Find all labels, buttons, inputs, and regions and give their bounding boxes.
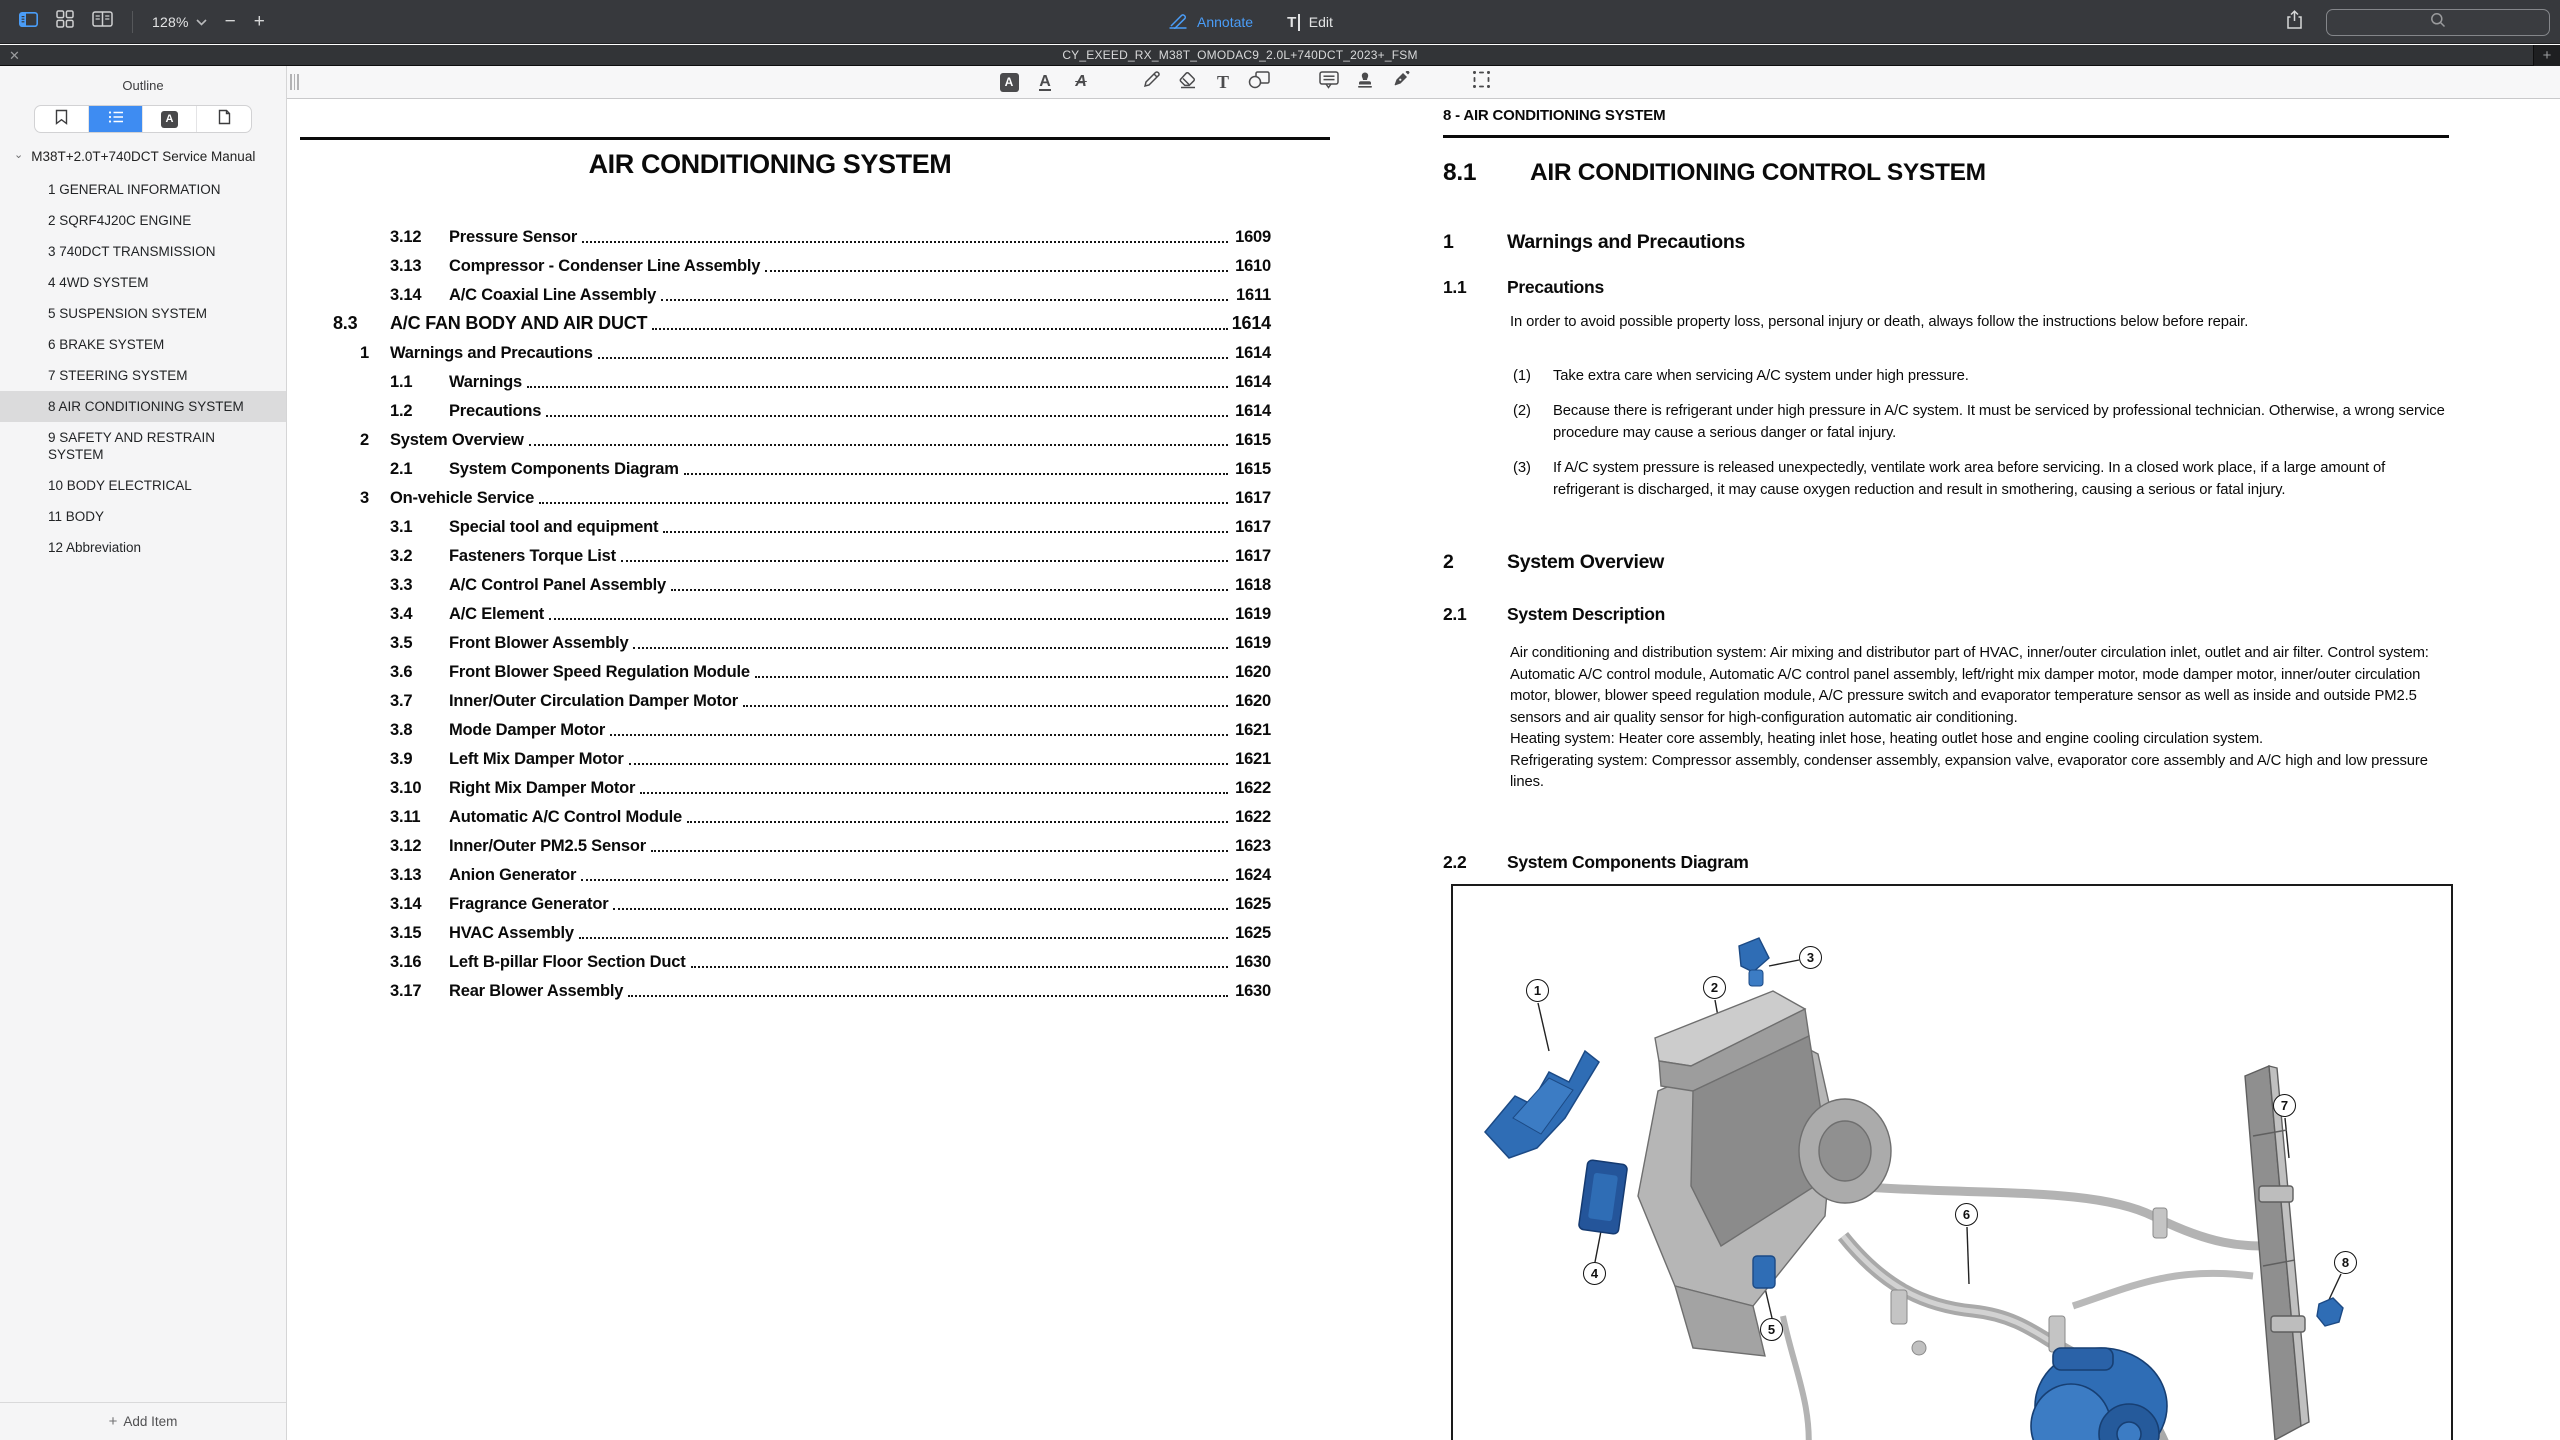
diagram-callout: [1526, 979, 1549, 1002]
toc-entry-label: A/C Control Panel Assembly: [449, 576, 666, 594]
section-2-heading: [1443, 551, 1664, 574]
callout-number: 6: [1962, 1207, 1971, 1222]
toc-entry-number: 1: [360, 344, 369, 362]
outline-item-label: 8 AIR CONDITIONING SYSTEM: [48, 399, 244, 414]
toc-entry-page: 1620: [1235, 663, 1271, 681]
section-2-1-heading: [1443, 604, 1665, 625]
toc-entry-number: 3.12: [390, 228, 422, 246]
running-header: 8 - AIR CONDITIONING SYSTEM: [1443, 107, 1666, 124]
edit-label: Edit: [1308, 14, 1333, 30]
toc-entry-number: 2: [360, 431, 369, 449]
toc-entry-label: Warnings and Precautions: [390, 344, 593, 362]
section-title: System Overview: [1507, 551, 1665, 573]
shapes-tool-button[interactable]: [1246, 70, 1272, 94]
toc-entry-label: A/C FAN BODY AND AIR DUCT: [390, 313, 648, 333]
toc-dot-leader: [582, 241, 1228, 243]
toc-entry-label: Left B-pillar Floor Section Duct: [449, 953, 686, 971]
toc-entry-page: 1614: [1235, 373, 1271, 391]
toc-entry-label: Fragrance Generator: [449, 895, 609, 913]
section-1-1-heading: [1443, 277, 1604, 298]
toc-entry-number: 3.17: [390, 982, 422, 1000]
toc-entry-label: Pressure Sensor: [449, 228, 578, 246]
toc-entry[interactable]: [333, 972, 1271, 1001]
outline-item-label: 1 GENERAL INFORMATION: [48, 182, 221, 197]
note-tool-button[interactable]: [1316, 70, 1342, 94]
description-paragraph: Refrigerating system: Compressor assembly, condenser assembly, expansion valve, evaporator core assembly and A/C high and low pressure lines.: [1510, 752, 2428, 790]
stamp-tool-button[interactable]: [1352, 70, 1378, 94]
section-title: System Description: [1507, 604, 1665, 624]
marquee-selection-icon: [1472, 70, 1491, 94]
outline-item-label: 9 SAFETY AND RESTRAIN SYSTEM: [48, 430, 216, 462]
toc-entry-label: Rear Blower Assembly: [449, 982, 624, 1000]
toc-entry-label: Special tool and equipment: [449, 518, 659, 536]
toc-entry-label: HVAC Assembly: [449, 924, 574, 942]
section-title: AIR CONDITIONING CONTROL SYSTEM: [1530, 159, 1986, 186]
toc-dot-leader: [755, 676, 1228, 678]
outline-item-label: 12 Abbreviation: [48, 540, 142, 555]
toc-entry-label: Front Blower Assembly: [449, 634, 629, 652]
toc-entry[interactable]: [333, 508, 1271, 537]
toc-entry-page: 1615: [1235, 460, 1271, 478]
toc-entry-page: 1617: [1235, 518, 1271, 536]
main-toolbar: [0, 0, 2560, 44]
book-spread-icon: [92, 11, 113, 32]
toc-entry-number: 3.8: [390, 721, 413, 739]
toolbar-divider: [132, 11, 133, 33]
precaution-text: Take extra care when servicing A/C system under high pressure.: [1553, 368, 1969, 384]
toc-entry-label: Right Mix Damper Motor: [449, 779, 636, 797]
sidebar-title: Outline: [122, 78, 164, 93]
toc-entry-label: Fasteners Torque List: [449, 547, 616, 565]
search-input[interactable]: [2326, 9, 2550, 36]
precaution-text: If A/C system pressure is released unexpectedly, ventilate work area before servicing. In a closed work place, if a large amount of refrigerant is discharged, it may cause oxygen reduction and result in smothering, causing a serious or fatal injury.: [1553, 460, 2386, 498]
outline-item-label: 11 BODY: [48, 509, 105, 524]
precaution-text: Because there is refrigerant under high pressure in A/C system. It must be serviced by professional technician. Otherwise, a wrong service procedure may cause a serious danger or fatal injury.: [1553, 403, 2445, 441]
chevron-down-icon: [196, 13, 207, 31]
precaution-item: [1513, 457, 2560, 501]
toc-dot-leader: [581, 879, 1228, 881]
strikethrough-a-icon: A: [1075, 73, 1087, 90]
diagram-callout: [1799, 946, 1822, 969]
callout-number: 7: [2280, 1098, 2289, 1113]
toc-list: [333, 218, 1271, 1001]
outline-item-label: 2 SQRF4J20C ENGINE: [48, 213, 192, 228]
toc-entry-page: 1625: [1235, 895, 1271, 913]
callout-number: 8: [2341, 1255, 2350, 1270]
sidebar-view-switcher: [34, 105, 252, 133]
highlight-style-button[interactable]: [996, 70, 1022, 94]
toc-entry-number: 3: [360, 489, 369, 507]
toc-entry-page: 1615: [1235, 431, 1271, 449]
thumbnail-grid-view-button[interactable]: [47, 7, 83, 37]
sidebar-resize-handle[interactable]: [290, 74, 299, 90]
toc-entry[interactable]: [333, 595, 1271, 624]
toc-entry[interactable]: [333, 943, 1271, 972]
toc-entry-label: Compressor - Condenser Line Assembly: [449, 257, 761, 275]
toc-entry-label: Precautions: [449, 402, 542, 420]
toc-entry-number: 3.7: [390, 692, 413, 710]
toc-entry[interactable]: [333, 914, 1271, 943]
toc-entry[interactable]: [333, 798, 1271, 827]
toc-entry-page: 1630: [1235, 982, 1271, 1000]
diagram-callout: [1583, 1262, 1606, 1285]
diagram-callout: [1760, 1318, 1783, 1341]
toc-entry[interactable]: [333, 682, 1271, 711]
annotation-a-icon: A: [161, 111, 178, 128]
outline-item[interactable]: [0, 174, 286, 205]
section-number: 2: [1443, 551, 1454, 573]
toc-entry-label: Automatic A/C Control Module: [449, 808, 683, 826]
toc-entry-number: 3.9: [390, 750, 413, 768]
pencil-icon: [1142, 70, 1161, 94]
toc-dot-leader: [529, 444, 1228, 446]
toc-entry-page: 1614: [1235, 344, 1271, 362]
toc-entry-label: Left Mix Damper Motor: [449, 750, 624, 768]
toc-entry-number: 8.3: [333, 313, 358, 333]
outline-list-icon: [108, 110, 124, 129]
outline-item-label: 4 4WD SYSTEM: [48, 275, 149, 290]
comment-bubble-icon: [1319, 71, 1339, 94]
toc-dot-leader: [691, 966, 1228, 968]
toc-entry[interactable]: [333, 392, 1271, 421]
annotate-mode-button[interactable]: [1168, 13, 1253, 32]
precaution-item: [1513, 400, 2560, 444]
shapes-icon: [1248, 71, 1270, 94]
diagram-callout: [1955, 1203, 1978, 1226]
toc-entry-label: Warnings: [449, 373, 522, 391]
add-item-button[interactable]: [0, 1402, 286, 1440]
outline-list: [0, 174, 286, 563]
toc-entry[interactable]: [333, 537, 1271, 566]
toc-entry-label: A/C Element: [449, 605, 544, 623]
outline-sidebar: [0, 66, 287, 1440]
toc-entry-page: 1630: [1235, 953, 1271, 971]
toc-entry-page: 1625: [1235, 924, 1271, 942]
outline-item[interactable]: [0, 298, 286, 329]
toc-entry-number: 1.2: [390, 402, 413, 420]
toc-entry[interactable]: [333, 450, 1271, 479]
toc-entry-page: 1619: [1235, 605, 1271, 623]
section-2-2-heading: [1443, 852, 1748, 873]
section-number: 2.2: [1443, 852, 1467, 872]
section-8-1-heading: [1443, 159, 1986, 187]
toc-dot-leader: [663, 531, 1228, 533]
toc-entry[interactable]: [333, 711, 1271, 740]
toc-entry-number: 3.13: [390, 257, 422, 275]
strikethrough-button[interactable]: [1068, 70, 1094, 94]
toc-dot-leader: [633, 647, 1228, 649]
document-view[interactable]: [287, 99, 2560, 1440]
diagram-callout: [2334, 1251, 2357, 1274]
toc-dot-leader: [640, 792, 1228, 794]
system-components-diagram: [1451, 884, 2453, 1440]
share-icon: [2286, 10, 2303, 35]
bookmark-icon: [55, 109, 68, 130]
toc-dot-leader: [671, 589, 1228, 591]
stamp-icon: [1356, 71, 1374, 94]
signature-tool-button[interactable]: [1388, 70, 1414, 94]
toc-entry-page: 1610: [1235, 257, 1271, 275]
description-paragraph: Heating system: Heater core assembly, heating inlet hose, heating outlet hose and engine cooling circulation system.: [1510, 731, 2264, 747]
section-title: System Components Diagram: [1507, 852, 1749, 872]
toc-entry-page: 1618: [1235, 576, 1271, 594]
toc-entry-label: Anion Generator: [449, 866, 577, 884]
highlight-a-icon: A: [1000, 73, 1019, 92]
toc-dot-leader: [613, 908, 1228, 910]
toc-entry-number: 3.14: [390, 286, 422, 304]
toc-entry[interactable]: [333, 479, 1271, 508]
toc-header-rule: [300, 137, 1330, 140]
add-item-label: Add Item: [123, 1414, 178, 1429]
section-title: Precautions: [1507, 277, 1604, 297]
toc-dot-leader: [621, 560, 1228, 562]
hvac-exploded-illustration: [1453, 886, 2451, 1440]
section-title: Warnings and Precautions: [1507, 231, 1746, 253]
tab-pages[interactable]: [197, 106, 251, 132]
section-1-heading: [1443, 231, 1745, 254]
toc-entry-label: Inner/Outer Circulation Damper Motor: [449, 692, 738, 710]
text-tool-button[interactable]: [1210, 70, 1236, 94]
outline-item[interactable]: [0, 236, 286, 267]
toc-entry-number: 3.2: [390, 547, 413, 565]
toc-dot-leader: [546, 415, 1228, 417]
outline-item[interactable]: [0, 501, 286, 532]
fountain-pen-icon: [1391, 71, 1411, 94]
toc-entry-number: 3.16: [390, 953, 422, 971]
underline-button[interactable]: [1032, 70, 1058, 94]
toc-entry[interactable]: [333, 827, 1271, 856]
outline-item[interactable]: [0, 470, 286, 501]
precautions-intro: In order to avoid possible property loss, personal injury or death, always follow the instructions below before repair.: [1510, 314, 2249, 330]
toc-entry-page: 1624: [1235, 866, 1271, 884]
toc-entry-number: 1.1: [390, 373, 413, 391]
annotate-pen-icon: [1168, 13, 1188, 32]
toc-dot-leader: [610, 734, 1228, 736]
toc-dot-leader: [628, 995, 1228, 997]
toc-entry-number: 3.14: [390, 895, 422, 913]
callout-number: 1: [1533, 983, 1542, 998]
outline-item[interactable]: [0, 267, 286, 298]
outline-item-label: 7 STEERING SYSTEM: [48, 368, 188, 383]
share-button[interactable]: [2277, 7, 2312, 37]
outline-item-label: 5 SUSPENSION SYSTEM: [48, 306, 208, 321]
toc-entry[interactable]: [333, 363, 1271, 392]
toc-entry-page: 1614: [1231, 313, 1271, 333]
minus-icon: −: [224, 11, 236, 32]
toc-entry-page: 1614: [1235, 402, 1271, 420]
section-number: 8.1: [1443, 159, 1477, 186]
toc-entry[interactable]: [333, 740, 1271, 769]
toc-entry[interactable]: [333, 305, 1271, 334]
search-text-field[interactable]: [2327, 10, 2549, 35]
section-number: 1.1: [1443, 277, 1467, 297]
toc-dot-leader: [629, 763, 1228, 765]
toc-entry[interactable]: [333, 885, 1271, 914]
toc-entry[interactable]: [333, 856, 1271, 885]
outline-item[interactable]: [0, 532, 286, 563]
toc-entry-page: 1620: [1235, 692, 1271, 710]
toc-dot-leader: [684, 473, 1228, 475]
callout-number: 5: [1767, 1322, 1776, 1337]
toc-dot-leader: [652, 328, 1228, 330]
callout-number: 2: [1710, 980, 1719, 995]
toc-entry[interactable]: [333, 247, 1271, 276]
precaution-marker: (2): [1513, 403, 1531, 419]
toc-entry-number: 3.11: [390, 808, 421, 826]
precaution-item: [1513, 365, 2560, 387]
toc-dot-leader: [651, 850, 1228, 852]
toc-entry-page: 1623: [1235, 837, 1271, 855]
edit-text-icon: T: [1287, 14, 1300, 31]
callout-number: 3: [1806, 950, 1815, 965]
plus-icon: +: [108, 1413, 118, 1430]
outline-item[interactable]: [0, 205, 286, 236]
zoom-in-button[interactable]: [245, 7, 274, 37]
section-number: 2.1: [1443, 604, 1467, 624]
toc-dot-leader: [687, 821, 1228, 823]
toc-entry-number: 3.5: [390, 634, 413, 652]
toc-dot-leader: [743, 705, 1228, 707]
outline-item-label: 10 BODY ELECTRICAL: [48, 478, 192, 493]
toc-entry[interactable]: [333, 334, 1271, 363]
toc-entry-label: Front Blower Speed Regulation Module: [449, 663, 750, 681]
toc-dot-leader: [765, 270, 1228, 272]
toc-entry-page: 1622: [1235, 779, 1271, 797]
toc-entry-label: On-vehicle Service: [390, 489, 535, 507]
outline-item-label: 3 740DCT TRANSMISSION: [48, 244, 216, 259]
toc-entry[interactable]: [333, 653, 1271, 682]
toc-dot-leader: [549, 618, 1228, 620]
sidebar-panel-icon: [19, 12, 38, 32]
eraser-tool-button[interactable]: [1174, 70, 1200, 94]
toc-entry[interactable]: [333, 421, 1271, 450]
toc-entry-number: 3.1: [390, 518, 413, 536]
toc-dot-leader: [527, 386, 1228, 388]
outline-root-label: M38T+2.0T+740DCT Service Manual: [31, 149, 256, 164]
toc-entry-number: 3.15: [390, 924, 422, 942]
tab-outline[interactable]: [89, 106, 143, 132]
toc-entry-page: 1621: [1235, 721, 1271, 739]
toc-entry[interactable]: [333, 769, 1271, 798]
pencil-tool-button[interactable]: [1138, 70, 1164, 94]
tab-title[interactable]: CY_EXEED_RX_M38T_OMODAC9_2.0L+740DCT_2023+_FSM: [1062, 48, 1418, 62]
toc-entry[interactable]: [333, 624, 1271, 653]
precautions-list: [1513, 365, 2560, 514]
system-description: [1510, 643, 2450, 794]
toc-entry-label: Mode Damper Motor: [449, 721, 606, 739]
tab-annotations[interactable]: [143, 106, 197, 132]
toc-entry-page: 1617: [1235, 547, 1271, 565]
toc-entry-page: 1609: [1235, 228, 1271, 246]
text-t-icon: T: [1216, 71, 1229, 92]
description-paragraph: Air conditioning and distribution system: Air mixing and distributor part of HVAC, inner/outer circulation inlet, outlet and air filter. Control system: Automatic A/C control module, Automatic A/C control panel assembly, left/right mix damper motor, mode damper motor, inner/outer circulation motor, blower, blower speed regulation module, A/C pressure switch and evaporator temperature sensor as well as inside and outside PM2.5 sensors and air quality sensor for high-configuration automatic air conditioning.: [1510, 645, 2429, 726]
tab-bar: [0, 45, 2560, 66]
underline-a-icon: A: [1039, 72, 1051, 90]
toc-dot-leader: [579, 937, 1228, 939]
annotate-label: Annotate: [1197, 14, 1254, 30]
toc-entry-number: 3.6: [390, 663, 413, 681]
header-rule: [1443, 135, 2449, 138]
precaution-marker: (1): [1513, 368, 1531, 384]
toc-entry-number: 2.1: [390, 460, 413, 478]
tab-close-button[interactable]: ✕: [9, 47, 20, 63]
outline-item[interactable]: [0, 391, 286, 422]
two-page-view-button[interactable]: [83, 7, 122, 37]
toc-dot-leader: [598, 357, 1228, 359]
toc-entry-label: System Overview: [390, 431, 524, 449]
toc-entry-page: 1621: [1235, 750, 1271, 768]
tab-bookmarks[interactable]: [35, 106, 89, 132]
toc-entry-number: 3.3: [390, 576, 413, 594]
outline-item[interactable]: [0, 329, 286, 360]
toc-entry-page: 1619: [1235, 634, 1271, 652]
add-tab-button[interactable]: +: [2533, 45, 2560, 66]
zoom-out-button[interactable]: [216, 7, 245, 37]
callout-number: 4: [1590, 1266, 1599, 1281]
toc-entry-label: A/C Coaxial Line Assembly: [449, 286, 657, 304]
toc-entry-number: 3.12: [390, 837, 422, 855]
grid-icon: [56, 10, 74, 33]
section-number: 1: [1443, 231, 1454, 253]
toc-entry-number: 3.10: [390, 779, 422, 797]
outline-item[interactable]: [0, 360, 286, 391]
toc-entry[interactable]: [333, 566, 1271, 595]
diagram-callout: [2273, 1094, 2296, 1117]
page-icon: [218, 109, 231, 130]
toc-entry[interactable]: [333, 218, 1271, 247]
annotation-toolbar: [287, 66, 2560, 99]
toc-entry-page: 1611: [1236, 286, 1271, 304]
diagram-callout: [1703, 976, 1726, 999]
outline-item-label: 6 BRAKE SYSTEM: [48, 337, 165, 352]
toc-dot-leader: [539, 502, 1228, 504]
toc-entry-number: 3.4: [390, 605, 413, 623]
plus-icon: +: [253, 11, 265, 32]
toc-page-title: AIR CONDITIONING SYSTEM: [588, 149, 952, 179]
toc-entry-number: 3.13: [390, 866, 422, 884]
toc-entry-label: System Components Diagram: [449, 460, 679, 478]
outline-root-item[interactable]: [0, 133, 286, 164]
toc-entry[interactable]: [333, 276, 1271, 305]
toc-entry-page: 1617: [1235, 489, 1271, 507]
toc-entry-label: Inner/Outer PM2.5 Sensor: [449, 837, 646, 855]
outline-item[interactable]: [0, 422, 286, 470]
zoom-level-dropdown[interactable]: [143, 7, 216, 37]
precaution-marker: (3): [1513, 460, 1531, 476]
selection-marquee-button[interactable]: [1468, 70, 1494, 94]
eraser-icon: [1177, 71, 1197, 94]
toc-entry-page: 1622: [1235, 808, 1271, 826]
sidebar-toggle-button[interactable]: [10, 7, 47, 37]
zoom-level-value: 128%: [152, 13, 189, 30]
toc-dot-leader: [661, 299, 1228, 301]
tree-chevron-icon[interactable]: ⌄: [14, 149, 24, 161]
edit-mode-button[interactable]: [1287, 14, 1333, 31]
content-area: [287, 66, 2560, 1440]
